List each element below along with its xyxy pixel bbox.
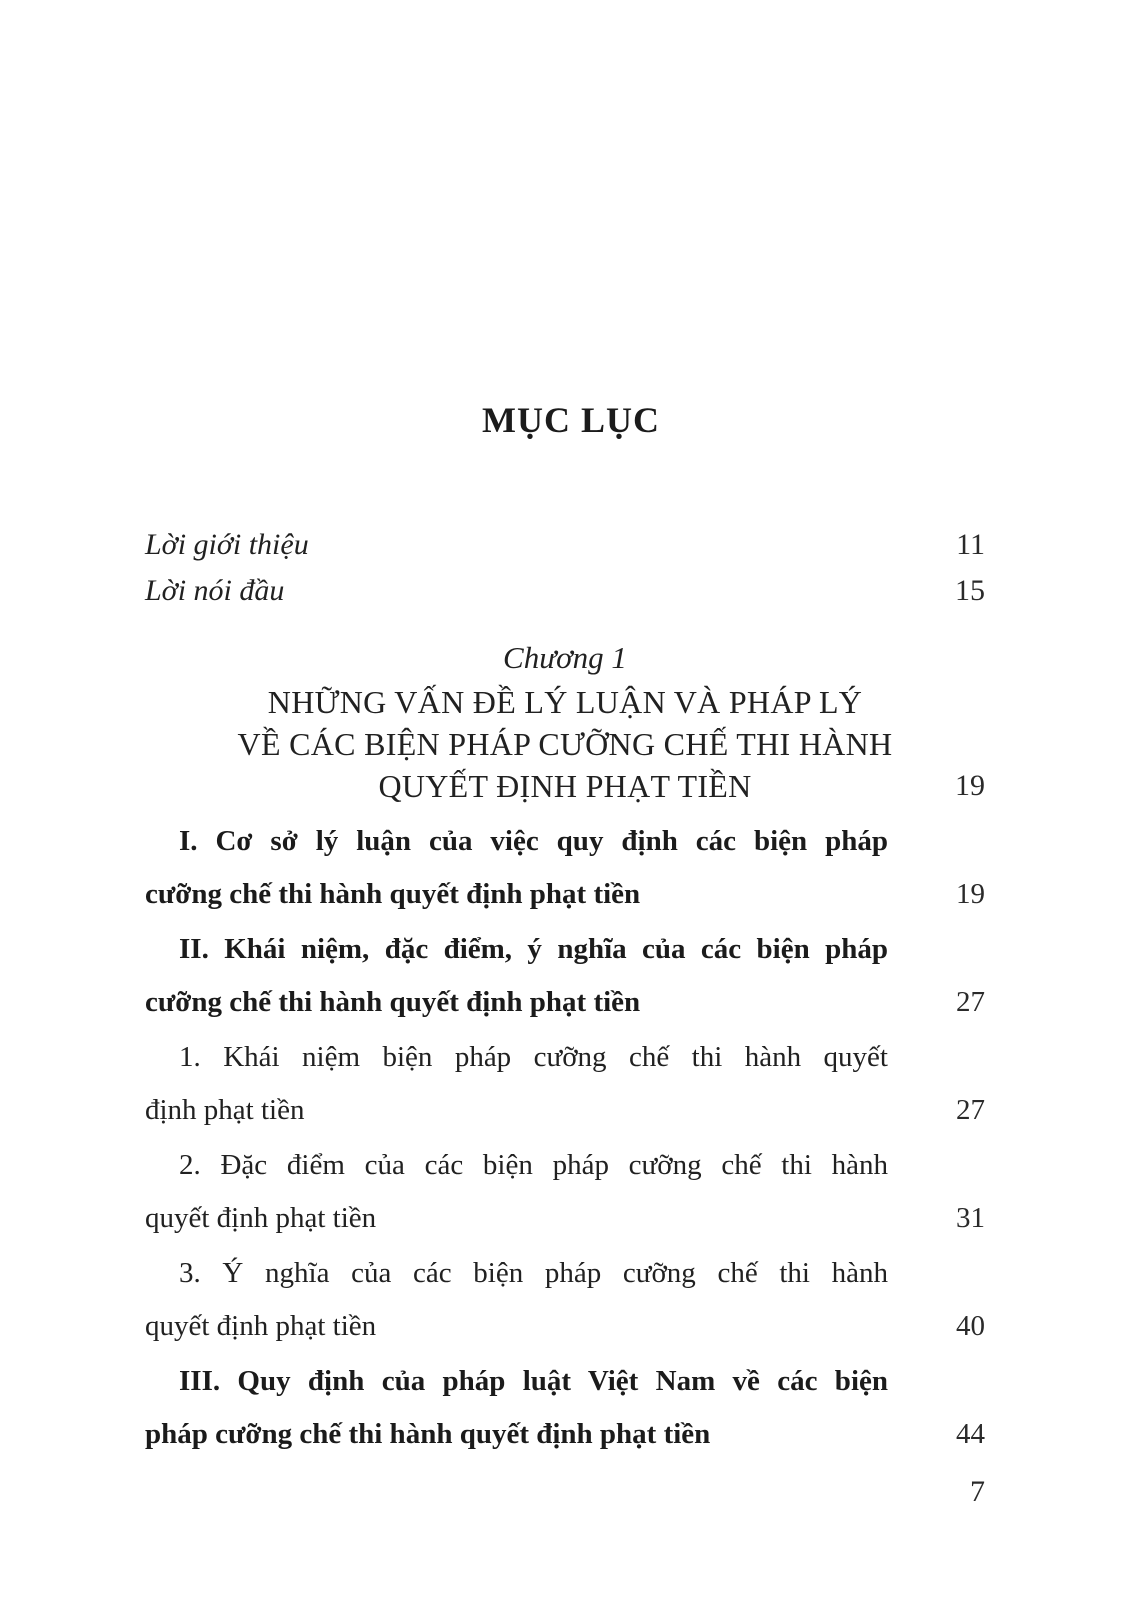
toc-page-number: 11: [956, 528, 985, 561]
entry-line1: 2. Đặc điểm của các biện pháp cưỡng chế thi hành: [179, 1149, 888, 1181]
chapter-title-line-3: [145, 765, 985, 807]
toc-page-number: 15: [955, 574, 985, 607]
entry-line1: II. Khái niệm, đặc điểm, ý nghĩa của các biện pháp: [179, 933, 888, 965]
entry-page-number: 27: [956, 1094, 985, 1126]
chapter-heading: [145, 634, 985, 807]
entry-line1: 1. Khái niệm biện pháp cưỡng chế thi hành quyết: [179, 1041, 888, 1073]
toc-front-item: [145, 522, 985, 568]
entry-line1: I. Cơ sở lý luận của việc quy định các biện pháp: [179, 825, 888, 857]
toc-entry-item-1: [145, 1031, 985, 1137]
toc-front-item: [145, 568, 985, 614]
toc-entry-section-III: [145, 1355, 985, 1461]
entry-page-number: 27: [956, 986, 985, 1018]
entry-line2-text: cưỡng chế thi hành quyết định phạt tiền: [145, 986, 641, 1018]
table-of-contents: [145, 522, 985, 1461]
chapter-title-line-1: NHỮNG VẤN ĐỀ LÝ LUẬN VÀ PHÁP LÝ: [267, 684, 863, 720]
page-footer-number: 7: [970, 1475, 985, 1508]
entry-page-number: 31: [956, 1202, 985, 1234]
toc-entry-item-3: [145, 1247, 985, 1353]
entry-line2-row: [145, 1300, 985, 1353]
chapter-title-line-3-text: QUYẾT ĐỊNH PHẠT TIỀN: [378, 768, 752, 804]
page-title: MỤC LỤC: [482, 400, 660, 440]
entry-line2-text: quyết định phạt tiền: [145, 1310, 377, 1342]
entry-page-number: 44: [956, 1418, 985, 1450]
entry-line2-text: quyết định phạt tiền: [145, 1202, 377, 1234]
entry-line2-text: pháp cưỡng chế thi hành quyết định phạt tiền: [145, 1418, 711, 1450]
toc-front-label: Lời giới thiệu: [145, 528, 309, 561]
toc-entry-item-2: [145, 1139, 985, 1245]
entry-page-number: 19: [956, 878, 985, 910]
entry-line1: III. Quy định của pháp luật Việt Nam về các biện: [179, 1365, 888, 1397]
entry-page-number: 40: [956, 1310, 985, 1342]
entry-line2-text: cưỡng chế thi hành quyết định phạt tiền: [145, 878, 641, 910]
chapter-title-line-2: VỀ CÁC BIỆN PHÁP CƯỠNG CHẾ THI HÀNH: [237, 726, 893, 762]
toc-entry-section-I: [145, 815, 985, 921]
entry-line2-row: [145, 1408, 985, 1461]
toc-entry-section-II: [145, 923, 985, 1029]
entry-line2-row: [145, 1192, 985, 1245]
entry-line1: 3. Ý nghĩa của các biện pháp cưỡng chế thi hành: [179, 1257, 888, 1289]
toc-entries: [145, 815, 985, 1461]
entry-line2-row: [145, 1084, 985, 1137]
entry-line2-text: định phạt tiền: [145, 1094, 305, 1126]
toc-front-label: Lời nói đầu: [145, 574, 285, 607]
entry-line2-row: [145, 976, 985, 1029]
chapter-page-number: 19: [955, 769, 985, 802]
entry-line2-row: [145, 868, 985, 921]
chapter-kicker: Chương 1: [503, 640, 627, 675]
